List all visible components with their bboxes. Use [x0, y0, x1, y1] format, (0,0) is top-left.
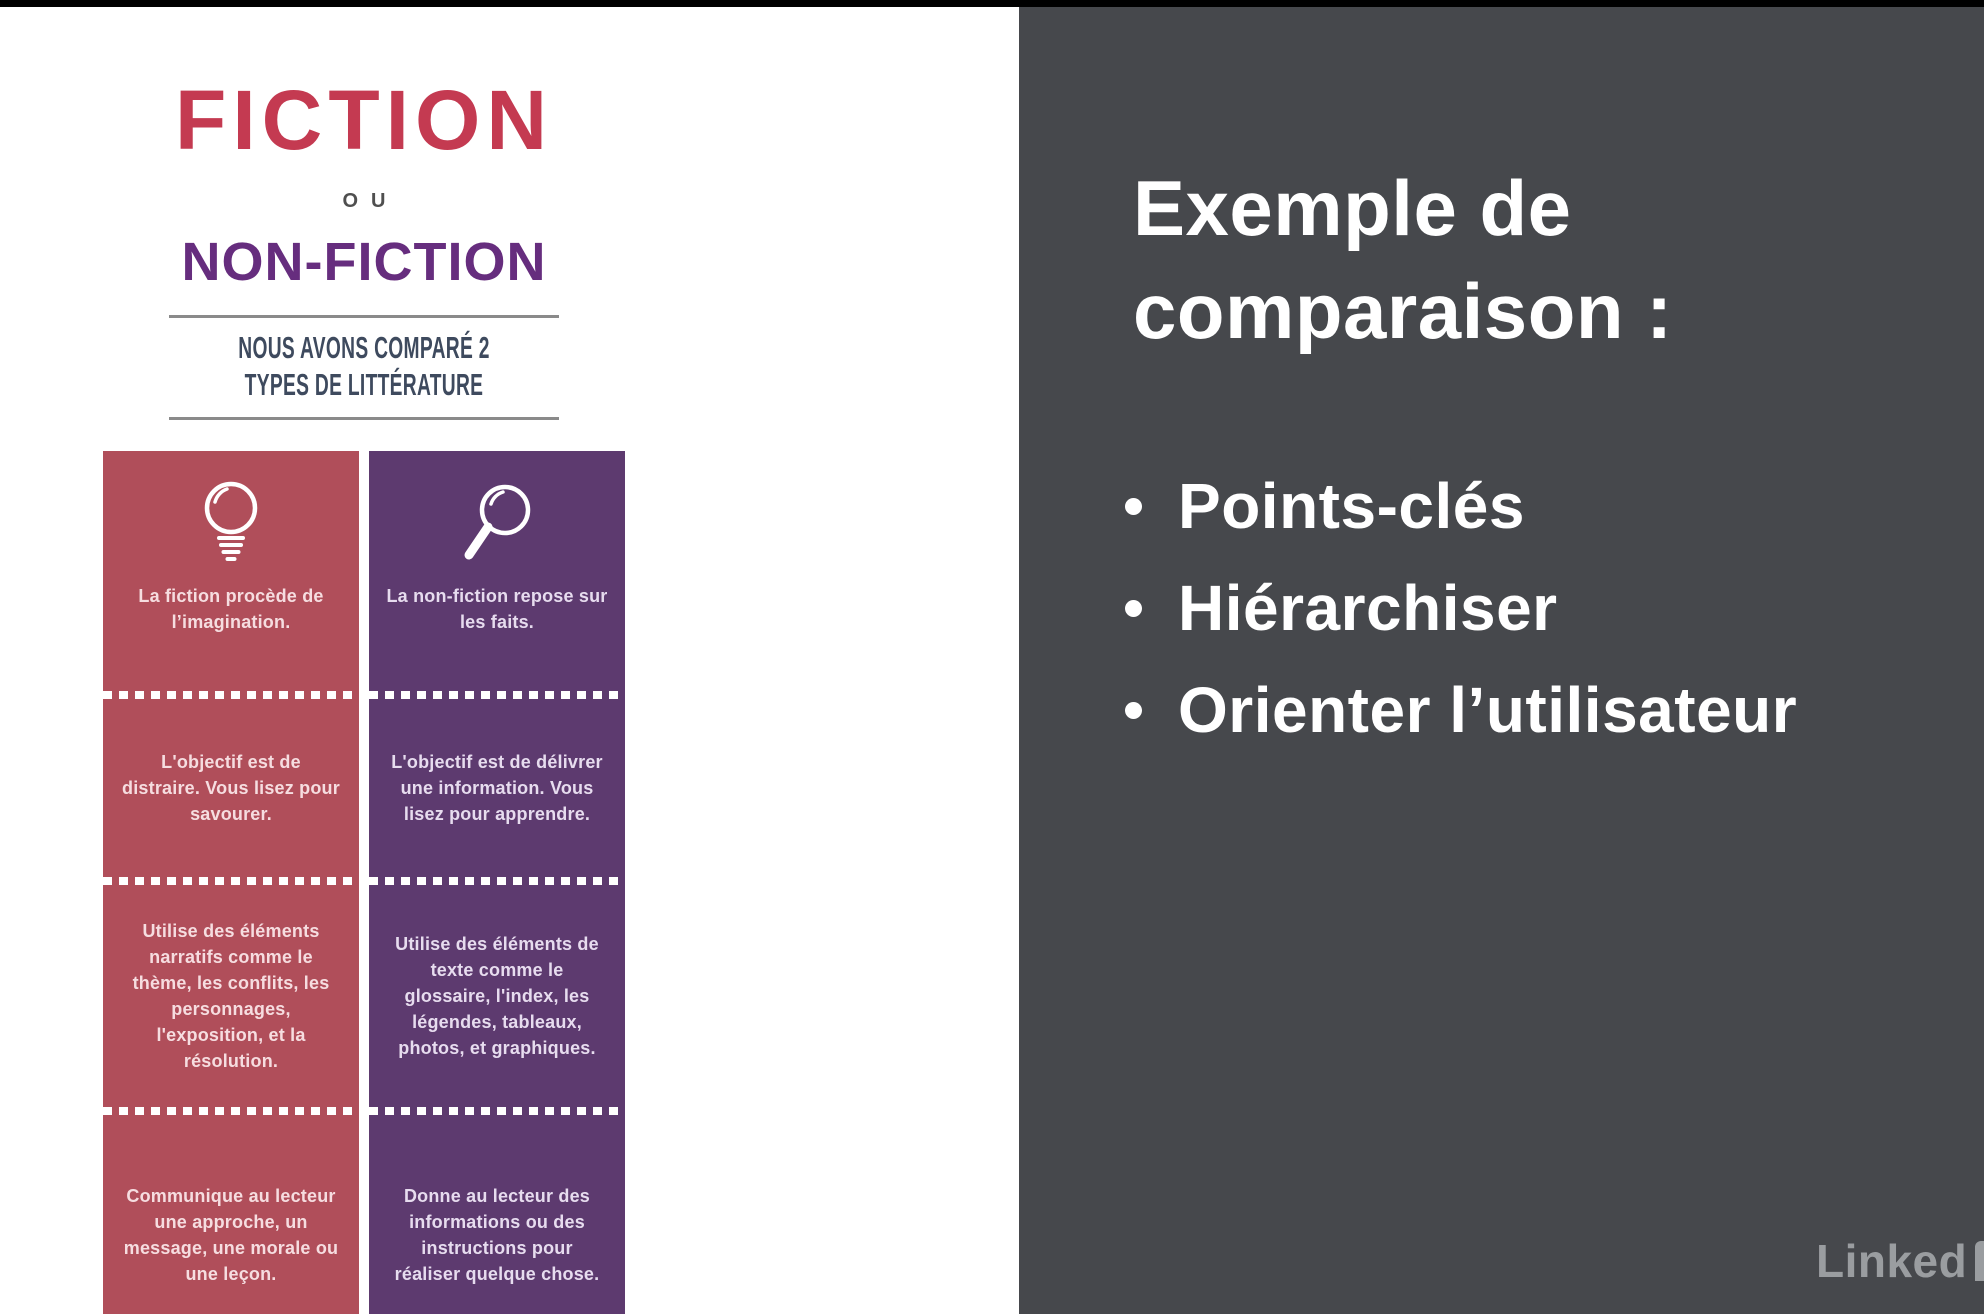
nonfiction-cell-faits: [369, 451, 625, 691]
bullet-item: [1125, 455, 1797, 557]
dashed-divider: [103, 1107, 359, 1115]
bullet-dot-icon: [1125, 702, 1142, 719]
nonfiction-cell-text: La non-fiction repose sur les faits.: [386, 586, 608, 633]
fiction-cell-objectif: [103, 699, 359, 877]
fiction-cell-elements: [103, 885, 359, 1107]
fiction-cell-text: La fiction procède de l’imagination.: [138, 586, 324, 633]
dashed-divider: [369, 691, 625, 699]
bullet-item: [1125, 659, 1797, 761]
dashed-divider: [369, 877, 625, 885]
linkedin-logo: [1816, 1234, 1984, 1288]
nonfiction-cell-text: L'objectif est de délivrer une information. Vous lisez pour apprendre.: [391, 751, 603, 825]
top-letterbox-bar: [0, 0, 1984, 7]
infographic-title-ou: OU: [342, 190, 399, 212]
bullet-label: Hiérarchiser: [1178, 572, 1558, 644]
nonfiction-column: [369, 451, 625, 1314]
fiction-cell-text: L'objectif est de distraire. Vous lisez pour savourer.: [122, 751, 340, 825]
infographic-title-nonfiction: NON-FICTION: [181, 232, 547, 292]
bullet-dot-icon: [1125, 600, 1142, 617]
subtitle-line-1: NOUS AVONS COMPARÉ 2: [238, 330, 490, 365]
linkedin-wordmark: Linked: [1816, 1235, 1968, 1287]
lightbulb-icon: [196, 479, 266, 571]
bullet-list: [1125, 455, 1797, 761]
fiction-cell-message: [103, 1115, 359, 1314]
dashed-divider: [103, 691, 359, 699]
nonfiction-cell-objectif: [369, 699, 625, 877]
fiction-cell-text: Communique au lecteur une approche, un message, une morale ou une leçon.: [123, 1185, 339, 1285]
bullet-item: [1125, 557, 1797, 659]
slide-panel: [1019, 7, 1984, 1314]
nonfiction-cell-text: Utilise des éléments de texte comme le glossaire, l'index, les légendes, tableaux, photos, et graphiques.: [395, 933, 599, 1059]
panel-heading-line-1: Exemple de: [1133, 164, 1572, 252]
fiction-cell-imagination: [103, 451, 359, 691]
dashed-divider: [103, 877, 359, 885]
fiction-cell-text: Utilise des éléments narratifs comme le thème, les conflits, les personnages, l'exposition, et la résolution.: [132, 920, 330, 1072]
divider-rule-bottom: [169, 417, 559, 420]
comparison-columns: [103, 451, 625, 1314]
bullet-dot-icon: [1125, 498, 1142, 515]
linkedin-in-badge-icon: [1975, 1241, 1984, 1281]
bullet-label: Points-clés: [1178, 470, 1525, 542]
infographic-title-fiction: FICTION: [175, 73, 553, 167]
infographic-subtitle: [190, 330, 537, 403]
nonfiction-cell-text: Donne au lecteur des informations ou des instructions pour réaliser quelque chose.: [394, 1185, 600, 1285]
nonfiction-cell-instructions: [369, 1115, 625, 1314]
infographic-header: [84, 73, 644, 420]
divider-rule-top: [169, 315, 559, 318]
bullet-label: Orienter l’utilisateur: [1178, 674, 1798, 746]
panel-heading-line-2: comparaison :: [1133, 266, 1673, 355]
fiction-column: [103, 451, 359, 1314]
subtitle-line-2: TYPES DE LITTÉRATURE: [244, 366, 484, 402]
magnifier-icon: [457, 479, 537, 571]
dashed-divider: [369, 1107, 625, 1115]
panel-heading: [1133, 157, 1673, 363]
nonfiction-cell-elements: [369, 885, 625, 1107]
